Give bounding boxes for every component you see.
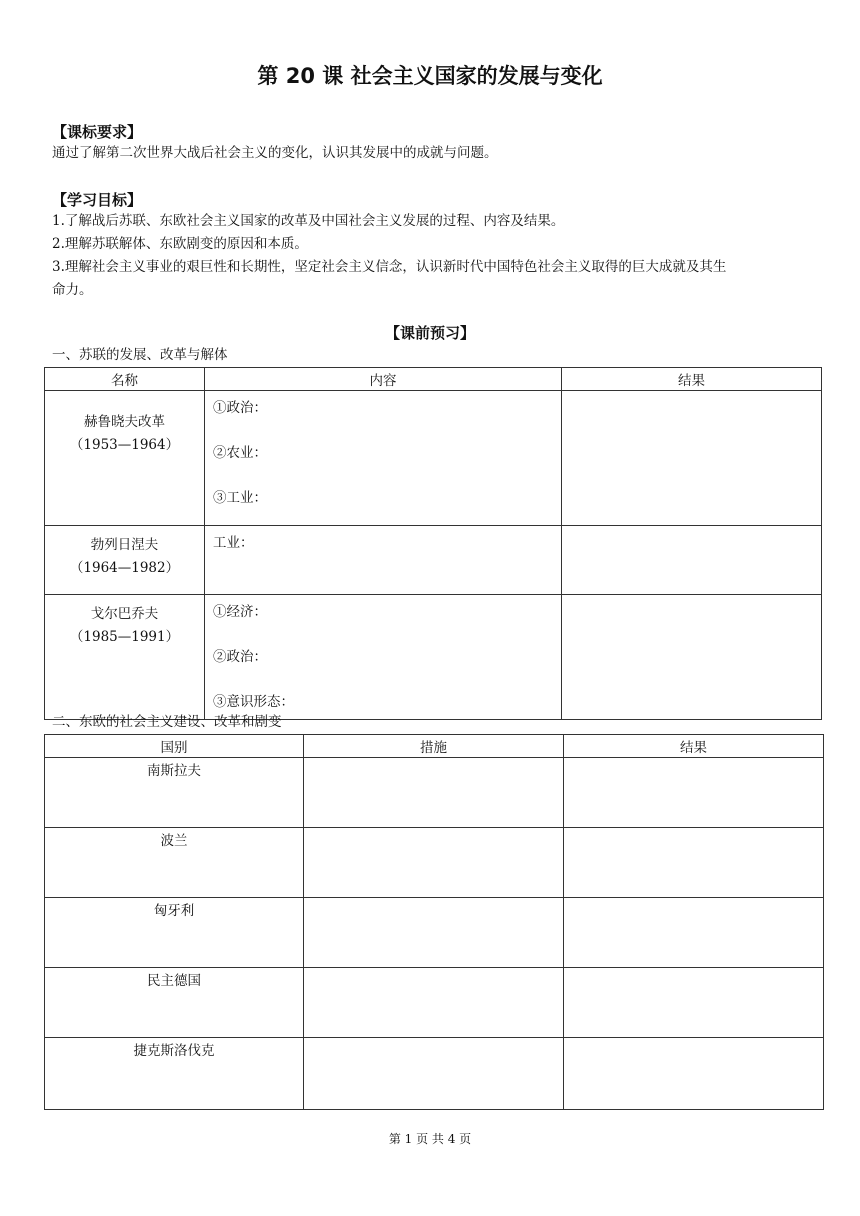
table-row bbox=[45, 758, 824, 828]
table-header-row bbox=[45, 368, 822, 391]
result-cell[interactable] bbox=[564, 968, 824, 1038]
objective-item: 命力。 bbox=[52, 282, 93, 298]
content-item: ①经济： bbox=[213, 604, 267, 620]
content-cell bbox=[205, 526, 562, 595]
content-item: ③意识形态： bbox=[213, 694, 294, 710]
table-header-row bbox=[45, 735, 824, 758]
leader-period: （1985—1991） bbox=[69, 629, 180, 645]
content-cell bbox=[205, 391, 562, 526]
table-row bbox=[45, 968, 824, 1038]
result-cell[interactable] bbox=[562, 391, 822, 526]
result-cell[interactable] bbox=[562, 595, 822, 720]
page-footer: 第 1 页 共 4 页 bbox=[388, 1132, 472, 1146]
objectives-heading: 【学习目标】 bbox=[52, 191, 143, 209]
leader-cell bbox=[45, 595, 205, 720]
soviet-table bbox=[44, 367, 822, 720]
leader-name: 赫鲁晓夫改革 bbox=[84, 414, 165, 430]
column-header: 国别 bbox=[45, 735, 304, 758]
table-row bbox=[45, 526, 822, 595]
column-header: 内容 bbox=[205, 368, 562, 391]
objective-item: 3.理解社会主义事业的艰巨性和长期性，坚定社会主义信念，认识新时代中国特色社会主义取得的巨大成就及其生 bbox=[52, 259, 727, 275]
column-header: 结果 bbox=[562, 368, 822, 391]
content-cell bbox=[205, 595, 562, 720]
leader-cell bbox=[45, 391, 205, 526]
leader-period: （1953—1964） bbox=[69, 437, 180, 453]
result-cell[interactable] bbox=[562, 526, 822, 595]
measures-cell[interactable] bbox=[304, 1038, 564, 1110]
result-cell[interactable] bbox=[564, 1038, 824, 1110]
column-header: 名称 bbox=[45, 368, 205, 391]
content-item: 工业： bbox=[213, 535, 254, 551]
content-item: ②农业： bbox=[213, 445, 267, 461]
eastern-europe-table bbox=[44, 734, 824, 1110]
leader-cell bbox=[45, 526, 205, 595]
content-item: ③工业： bbox=[213, 490, 267, 506]
column-header: 措施 bbox=[304, 735, 564, 758]
leader-name: 戈尔巴乔夫 bbox=[90, 606, 159, 622]
result-cell[interactable] bbox=[564, 898, 824, 968]
measures-cell[interactable] bbox=[304, 968, 564, 1038]
measures-cell[interactable] bbox=[304, 898, 564, 968]
standards-heading: 【课标要求】 bbox=[52, 123, 143, 141]
content-item: ②政治： bbox=[213, 649, 267, 665]
table-row bbox=[45, 898, 824, 968]
measures-cell[interactable] bbox=[304, 828, 564, 898]
content-item: ①政治： bbox=[213, 400, 267, 416]
page-title: 第 20 课 社会主义国家的发展与变化 bbox=[257, 64, 603, 88]
section2-heading: 二、东欧的社会主义建设、改革和剧变 bbox=[52, 714, 282, 730]
country-cell: 匈牙利 bbox=[45, 898, 304, 968]
table-row bbox=[45, 391, 822, 526]
country-cell: 南斯拉夫 bbox=[45, 758, 304, 828]
standards-text: 通过了解第二次世界大战后社会主义的变化，认识其发展中的成就与问题。 bbox=[52, 145, 498, 161]
measures-cell[interactable] bbox=[304, 758, 564, 828]
country-cell: 捷克斯洛伐克 bbox=[45, 1038, 304, 1110]
leader-period: （1964—1982） bbox=[69, 560, 180, 576]
objective-item: 2.理解苏联解体、东欧剧变的原因和本质。 bbox=[52, 236, 308, 252]
country-cell: 波兰 bbox=[45, 828, 304, 898]
column-header: 结果 bbox=[564, 735, 824, 758]
result-cell[interactable] bbox=[564, 758, 824, 828]
leader-name: 勃列日涅夫 bbox=[90, 537, 159, 553]
section1-heading: 一、苏联的发展、改革与解体 bbox=[52, 347, 228, 363]
objective-item: 1.了解战后苏联、东欧社会主义国家的改革及中国社会主义发展的过程、内容及结果。 bbox=[52, 213, 565, 229]
table-row bbox=[45, 1038, 824, 1110]
table-row bbox=[45, 595, 822, 720]
result-cell[interactable] bbox=[564, 828, 824, 898]
table-row bbox=[45, 828, 824, 898]
objectives-list bbox=[52, 210, 822, 302]
preview-heading: 【课前预习】 bbox=[384, 324, 475, 342]
country-cell: 民主德国 bbox=[45, 968, 304, 1038]
